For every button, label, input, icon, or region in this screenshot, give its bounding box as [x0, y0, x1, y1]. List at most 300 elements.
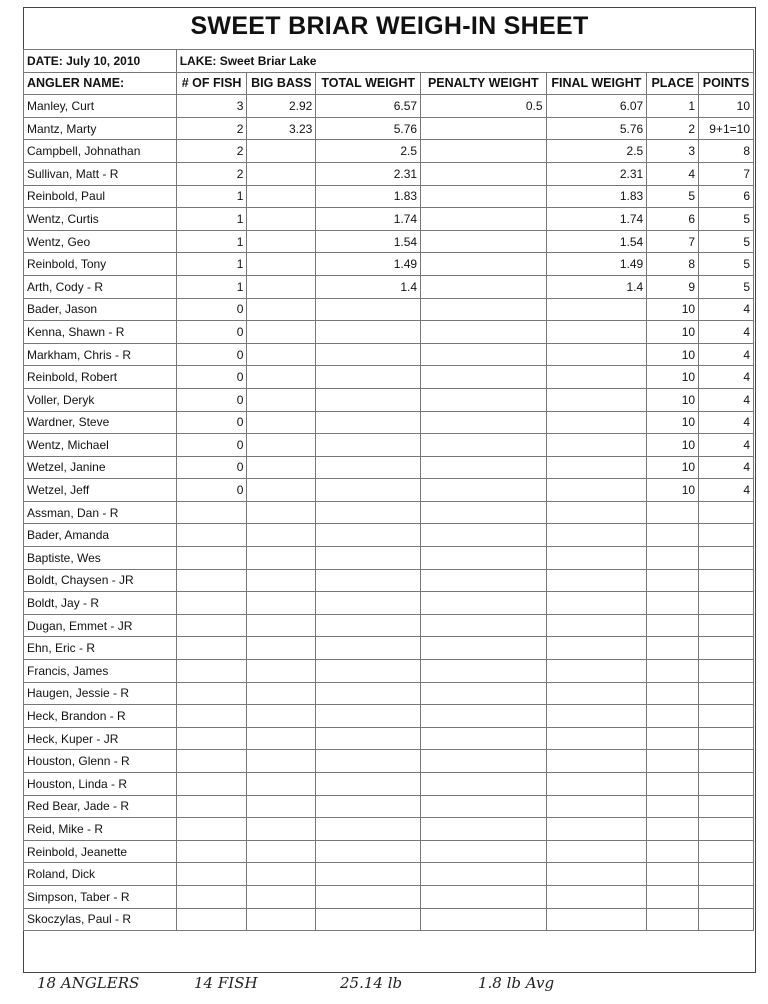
- cell-total-weight: [316, 479, 421, 502]
- cell-penalty-weight: [421, 208, 546, 231]
- cell-total-weight: [316, 501, 421, 524]
- cell-place: [647, 660, 699, 683]
- cell-penalty-weight: 0.5: [421, 95, 546, 118]
- header-points: POINTS: [699, 72, 754, 95]
- cell-big-bass: [247, 547, 316, 570]
- cell-total-weight: [316, 547, 421, 570]
- cell-penalty-weight: [421, 569, 546, 592]
- cell-big-bass: 2.92: [247, 95, 316, 118]
- cell-angler-name: Skoczylas, Paul - R: [24, 908, 177, 931]
- cell-final-weight: [546, 750, 647, 773]
- cell-place: 5: [647, 185, 699, 208]
- cell-num-fish: [176, 795, 247, 818]
- cell-total-weight: [316, 456, 421, 479]
- cell-big-bass: [247, 660, 316, 683]
- header-penalty-weight: PENALTY WEIGHT: [421, 72, 546, 95]
- cell-big-bass: [247, 863, 316, 886]
- cell-total-weight: [316, 908, 421, 931]
- cell-final-weight: 1.54: [546, 230, 647, 253]
- cell-big-bass: [247, 411, 316, 434]
- cell-num-fish: [176, 547, 247, 570]
- cell-angler-name: Dugan, Emmet - JR: [24, 614, 177, 637]
- cell-num-fish: [176, 569, 247, 592]
- cell-num-fish: [176, 592, 247, 615]
- cell-total-weight: 1.54: [316, 230, 421, 253]
- cell-total-weight: [316, 660, 421, 683]
- cell-penalty-weight: [421, 524, 546, 547]
- cell-place: 10: [647, 456, 699, 479]
- cell-penalty-weight: [421, 773, 546, 796]
- cell-points: [699, 524, 754, 547]
- cell-num-fish: 0: [176, 411, 247, 434]
- cell-penalty-weight: [421, 660, 546, 683]
- header-total-weight: TOTAL WEIGHT: [316, 72, 421, 95]
- cell-final-weight: [546, 592, 647, 615]
- lake-label: LAKE: Sweet Briar Lake: [176, 50, 753, 73]
- cell-total-weight: [316, 592, 421, 615]
- cell-num-fish: [176, 908, 247, 931]
- cell-angler-name: Mantz, Marty: [24, 117, 177, 140]
- cell-total-weight: 2.5: [316, 140, 421, 163]
- header-angler-name: ANGLER NAME:: [24, 72, 177, 95]
- cell-points: 9+1=10: [699, 117, 754, 140]
- cell-total-weight: [316, 750, 421, 773]
- cell-points: [699, 750, 754, 773]
- cell-points: 4: [699, 456, 754, 479]
- cell-penalty-weight: [421, 614, 546, 637]
- cell-penalty-weight: [421, 434, 546, 457]
- cell-num-fish: [176, 727, 247, 750]
- cell-penalty-weight: [421, 411, 546, 434]
- cell-total-weight: 2.31: [316, 162, 421, 185]
- cell-total-weight: [316, 818, 421, 841]
- cell-points: [699, 840, 754, 863]
- cell-place: 10: [647, 343, 699, 366]
- cell-final-weight: [546, 547, 647, 570]
- cell-final-weight: [546, 660, 647, 683]
- cell-final-weight: 1.83: [546, 185, 647, 208]
- cell-angler-name: Boldt, Jay - R: [24, 592, 177, 615]
- cell-total-weight: [316, 682, 421, 705]
- cell-big-bass: [247, 524, 316, 547]
- cell-points: 4: [699, 343, 754, 366]
- cell-num-fish: 1: [176, 253, 247, 276]
- cell-total-weight: [316, 298, 421, 321]
- cell-total-weight: [316, 388, 421, 411]
- cell-num-fish: 0: [176, 366, 247, 389]
- cell-place: [647, 682, 699, 705]
- cell-points: 10: [699, 95, 754, 118]
- cell-angler-name: Houston, Glenn - R: [24, 750, 177, 773]
- cell-points: [699, 727, 754, 750]
- cell-penalty-weight: [421, 456, 546, 479]
- table-row: [24, 388, 754, 411]
- cell-final-weight: [546, 569, 647, 592]
- cell-angler-name: Wentz, Curtis: [24, 208, 177, 231]
- cell-final-weight: [546, 818, 647, 841]
- cell-final-weight: [546, 501, 647, 524]
- cell-place: 8: [647, 253, 699, 276]
- cell-big-bass: [247, 727, 316, 750]
- table-row: [24, 95, 754, 118]
- footer-anglers-count: 18 ANGLERS: [37, 974, 140, 992]
- cell-num-fish: [176, 840, 247, 863]
- cell-points: 4: [699, 434, 754, 457]
- cell-final-weight: 5.76: [546, 117, 647, 140]
- cell-penalty-weight: [421, 162, 546, 185]
- cell-num-fish: 0: [176, 388, 247, 411]
- cell-penalty-weight: [421, 705, 546, 728]
- table-row: [24, 863, 754, 886]
- cell-big-bass: [247, 885, 316, 908]
- cell-points: 4: [699, 479, 754, 502]
- cell-big-bass: [247, 388, 316, 411]
- cell-points: 6: [699, 185, 754, 208]
- cell-points: [699, 637, 754, 660]
- cell-penalty-weight: [421, 388, 546, 411]
- cell-angler-name: Heck, Kuper - JR: [24, 727, 177, 750]
- cell-penalty-weight: [421, 750, 546, 773]
- cell-penalty-weight: [421, 321, 546, 344]
- cell-num-fish: [176, 501, 247, 524]
- cell-angler-name: Voller, Deryk: [24, 388, 177, 411]
- cell-final-weight: [546, 773, 647, 796]
- footer-total-weight: 25.14 lb: [340, 974, 403, 992]
- cell-big-bass: [247, 840, 316, 863]
- cell-big-bass: [247, 682, 316, 705]
- cell-num-fish: [176, 614, 247, 637]
- cell-total-weight: [316, 885, 421, 908]
- table-row: [24, 908, 754, 931]
- cell-points: [699, 547, 754, 570]
- cell-big-bass: [247, 569, 316, 592]
- header-final-weight: FINAL WEIGHT: [546, 72, 647, 95]
- cell-place: 10: [647, 411, 699, 434]
- cell-total-weight: [316, 637, 421, 660]
- cell-final-weight: [546, 388, 647, 411]
- cell-points: 5: [699, 208, 754, 231]
- table-row: [24, 614, 754, 637]
- cell-penalty-weight: [421, 682, 546, 705]
- cell-penalty-weight: [421, 908, 546, 931]
- table-row: [24, 637, 754, 660]
- table-row: [24, 818, 754, 841]
- cell-place: [647, 773, 699, 796]
- cell-place: [647, 637, 699, 660]
- header-row: [24, 72, 754, 95]
- cell-final-weight: [546, 479, 647, 502]
- cell-final-weight: [546, 434, 647, 457]
- cell-penalty-weight: [421, 501, 546, 524]
- cell-points: 4: [699, 388, 754, 411]
- cell-final-weight: 1.74: [546, 208, 647, 231]
- cell-points: 4: [699, 321, 754, 344]
- cell-penalty-weight: [421, 885, 546, 908]
- cell-place: 10: [647, 388, 699, 411]
- cell-total-weight: 1.83: [316, 185, 421, 208]
- cell-place: [647, 592, 699, 615]
- cell-big-bass: [247, 637, 316, 660]
- date-label: DATE: July 10, 2010: [24, 50, 177, 73]
- cell-big-bass: [247, 162, 316, 185]
- cell-penalty-weight: [421, 275, 546, 298]
- cell-penalty-weight: [421, 637, 546, 660]
- cell-angler-name: Simpson, Taber - R: [24, 885, 177, 908]
- cell-big-bass: [247, 501, 316, 524]
- table-row: [24, 705, 754, 728]
- cell-num-fish: 0: [176, 434, 247, 457]
- cell-penalty-weight: [421, 117, 546, 140]
- cell-place: [647, 727, 699, 750]
- cell-points: [699, 885, 754, 908]
- cell-penalty-weight: [421, 727, 546, 750]
- cell-big-bass: [247, 750, 316, 773]
- cell-angler-name: Reinbold, Robert: [24, 366, 177, 389]
- cell-points: 5: [699, 253, 754, 276]
- cell-num-fish: [176, 773, 247, 796]
- cell-angler-name: Haugen, Jessie - R: [24, 682, 177, 705]
- cell-place: 7: [647, 230, 699, 253]
- cell-place: [647, 524, 699, 547]
- cell-place: [647, 818, 699, 841]
- cell-total-weight: [316, 727, 421, 750]
- cell-points: [699, 908, 754, 931]
- cell-place: 6: [647, 208, 699, 231]
- cell-points: [699, 569, 754, 592]
- cell-angler-name: Reinbold, Jeanette: [24, 840, 177, 863]
- cell-total-weight: [316, 773, 421, 796]
- cell-final-weight: [546, 411, 647, 434]
- cell-total-weight: [316, 569, 421, 592]
- cell-big-bass: [247, 456, 316, 479]
- cell-place: [647, 547, 699, 570]
- cell-penalty-weight: [421, 185, 546, 208]
- table-row: [24, 885, 754, 908]
- cell-final-weight: 1.4: [546, 275, 647, 298]
- cell-angler-name: Red Bear, Jade - R: [24, 795, 177, 818]
- cell-points: [699, 818, 754, 841]
- cell-place: 3: [647, 140, 699, 163]
- cell-final-weight: 2.5: [546, 140, 647, 163]
- table-row: [24, 524, 754, 547]
- cell-angler-name: Wentz, Michael: [24, 434, 177, 457]
- cell-total-weight: 6.57: [316, 95, 421, 118]
- cell-angler-name: Bader, Amanda: [24, 524, 177, 547]
- table-row: [24, 208, 754, 231]
- cell-angler-name: Reinbold, Paul: [24, 185, 177, 208]
- cell-num-fish: 0: [176, 343, 247, 366]
- cell-big-bass: [247, 298, 316, 321]
- table-row: [24, 298, 754, 321]
- header-big-bass: BIG BASS: [247, 72, 316, 95]
- cell-big-bass: [247, 479, 316, 502]
- cell-place: 9: [647, 275, 699, 298]
- table-row: [24, 321, 754, 344]
- cell-final-weight: [546, 298, 647, 321]
- cell-place: 2: [647, 117, 699, 140]
- cell-total-weight: [316, 705, 421, 728]
- cell-final-weight: [546, 321, 647, 344]
- table-row: [24, 592, 754, 615]
- cell-angler-name: Reinbold, Tony: [24, 253, 177, 276]
- cell-final-weight: [546, 863, 647, 886]
- cell-num-fish: 1: [176, 185, 247, 208]
- table-row: [24, 162, 754, 185]
- cell-final-weight: [546, 366, 647, 389]
- cell-big-bass: [247, 614, 316, 637]
- table-row: [24, 547, 754, 570]
- cell-num-fish: [176, 682, 247, 705]
- cell-num-fish: 1: [176, 275, 247, 298]
- cell-num-fish: 3: [176, 95, 247, 118]
- cell-points: [699, 592, 754, 615]
- cell-angler-name: Houston, Linda - R: [24, 773, 177, 796]
- table-row: [24, 479, 754, 502]
- cell-big-bass: [247, 208, 316, 231]
- cell-total-weight: [316, 840, 421, 863]
- cell-big-bass: [247, 230, 316, 253]
- cell-num-fish: 2: [176, 117, 247, 140]
- cell-big-bass: [247, 321, 316, 344]
- cell-final-weight: [546, 682, 647, 705]
- cell-angler-name: Boldt, Chaysen - JR: [24, 569, 177, 592]
- cell-final-weight: [546, 840, 647, 863]
- table-row: [24, 501, 754, 524]
- page-title: SWEET BRIAR WEIGH-IN SHEET: [190, 12, 589, 40]
- cell-big-bass: [247, 434, 316, 457]
- table-row: [24, 275, 754, 298]
- header-num-fish: # OF FISH: [176, 72, 247, 95]
- cell-place: [647, 705, 699, 728]
- weigh-in-table: [23, 49, 754, 931]
- cell-total-weight: [316, 524, 421, 547]
- cell-num-fish: [176, 637, 247, 660]
- cell-place: 10: [647, 321, 699, 344]
- cell-place: [647, 863, 699, 886]
- cell-total-weight: 1.74: [316, 208, 421, 231]
- cell-points: [699, 682, 754, 705]
- cell-place: 10: [647, 298, 699, 321]
- cell-points: 4: [699, 298, 754, 321]
- cell-penalty-weight: [421, 840, 546, 863]
- cell-big-bass: [247, 275, 316, 298]
- cell-num-fish: [176, 524, 247, 547]
- cell-penalty-weight: [421, 592, 546, 615]
- cell-total-weight: [316, 321, 421, 344]
- cell-points: 5: [699, 275, 754, 298]
- cell-big-bass: 3.23: [247, 117, 316, 140]
- table-row: [24, 569, 754, 592]
- header-place: PLACE: [647, 72, 699, 95]
- cell-place: 10: [647, 479, 699, 502]
- cell-total-weight: [316, 366, 421, 389]
- cell-place: [647, 795, 699, 818]
- cell-num-fish: 0: [176, 298, 247, 321]
- cell-penalty-weight: [421, 253, 546, 276]
- cell-points: [699, 795, 754, 818]
- cell-final-weight: [546, 795, 647, 818]
- cell-points: [699, 773, 754, 796]
- cell-points: [699, 501, 754, 524]
- table-row: [24, 456, 754, 479]
- cell-big-bass: [247, 818, 316, 841]
- cell-angler-name: Bader, Jason: [24, 298, 177, 321]
- cell-num-fish: [176, 660, 247, 683]
- cell-penalty-weight: [421, 343, 546, 366]
- cell-place: [647, 840, 699, 863]
- cell-angler-name: Heck, Brandon - R: [24, 705, 177, 728]
- cell-place: 4: [647, 162, 699, 185]
- cell-penalty-weight: [421, 479, 546, 502]
- cell-total-weight: [316, 614, 421, 637]
- cell-final-weight: [546, 524, 647, 547]
- cell-angler-name: Roland, Dick: [24, 863, 177, 886]
- cell-total-weight: [316, 343, 421, 366]
- cell-angler-name: Markham, Chris - R: [24, 343, 177, 366]
- table-row: [24, 366, 754, 389]
- cell-place: [647, 569, 699, 592]
- cell-big-bass: [247, 343, 316, 366]
- cell-total-weight: 1.4: [316, 275, 421, 298]
- cell-place: [647, 501, 699, 524]
- table-row: [24, 750, 754, 773]
- cell-penalty-weight: [421, 547, 546, 570]
- cell-penalty-weight: [421, 140, 546, 163]
- cell-points: 5: [699, 230, 754, 253]
- cell-angler-name: Kenna, Shawn - R: [24, 321, 177, 344]
- cell-num-fish: [176, 863, 247, 886]
- cell-points: 4: [699, 411, 754, 434]
- cell-num-fish: 2: [176, 140, 247, 163]
- cell-angler-name: Baptiste, Wes: [24, 547, 177, 570]
- cell-angler-name: Wetzel, Janine: [24, 456, 177, 479]
- cell-place: 10: [647, 434, 699, 457]
- table-row: [24, 773, 754, 796]
- weigh-in-sheet: [23, 7, 756, 973]
- table-row: [24, 343, 754, 366]
- table-row: [24, 140, 754, 163]
- cell-num-fish: [176, 818, 247, 841]
- cell-final-weight: [546, 908, 647, 931]
- cell-final-weight: 6.07: [546, 95, 647, 118]
- cell-big-bass: [247, 366, 316, 389]
- table-row: [24, 117, 754, 140]
- cell-penalty-weight: [421, 818, 546, 841]
- cell-place: 1: [647, 95, 699, 118]
- cell-num-fish: 2: [176, 162, 247, 185]
- cell-final-weight: [546, 637, 647, 660]
- cell-points: [699, 705, 754, 728]
- cell-place: [647, 908, 699, 931]
- cell-angler-name: Campbell, Johnathan: [24, 140, 177, 163]
- cell-big-bass: [247, 185, 316, 208]
- cell-penalty-weight: [421, 230, 546, 253]
- table-row: [24, 840, 754, 863]
- cell-points: 8: [699, 140, 754, 163]
- cell-num-fish: 0: [176, 456, 247, 479]
- meta-row: [24, 50, 754, 73]
- cell-angler-name: Assman, Dan - R: [24, 501, 177, 524]
- table-row: [24, 795, 754, 818]
- cell-big-bass: [247, 592, 316, 615]
- cell-angler-name: Wetzel, Jeff: [24, 479, 177, 502]
- table-row: [24, 230, 754, 253]
- cell-final-weight: [546, 343, 647, 366]
- cell-big-bass: [247, 705, 316, 728]
- table-row: [24, 185, 754, 208]
- cell-place: [647, 750, 699, 773]
- cell-angler-name: Arth, Cody - R: [24, 275, 177, 298]
